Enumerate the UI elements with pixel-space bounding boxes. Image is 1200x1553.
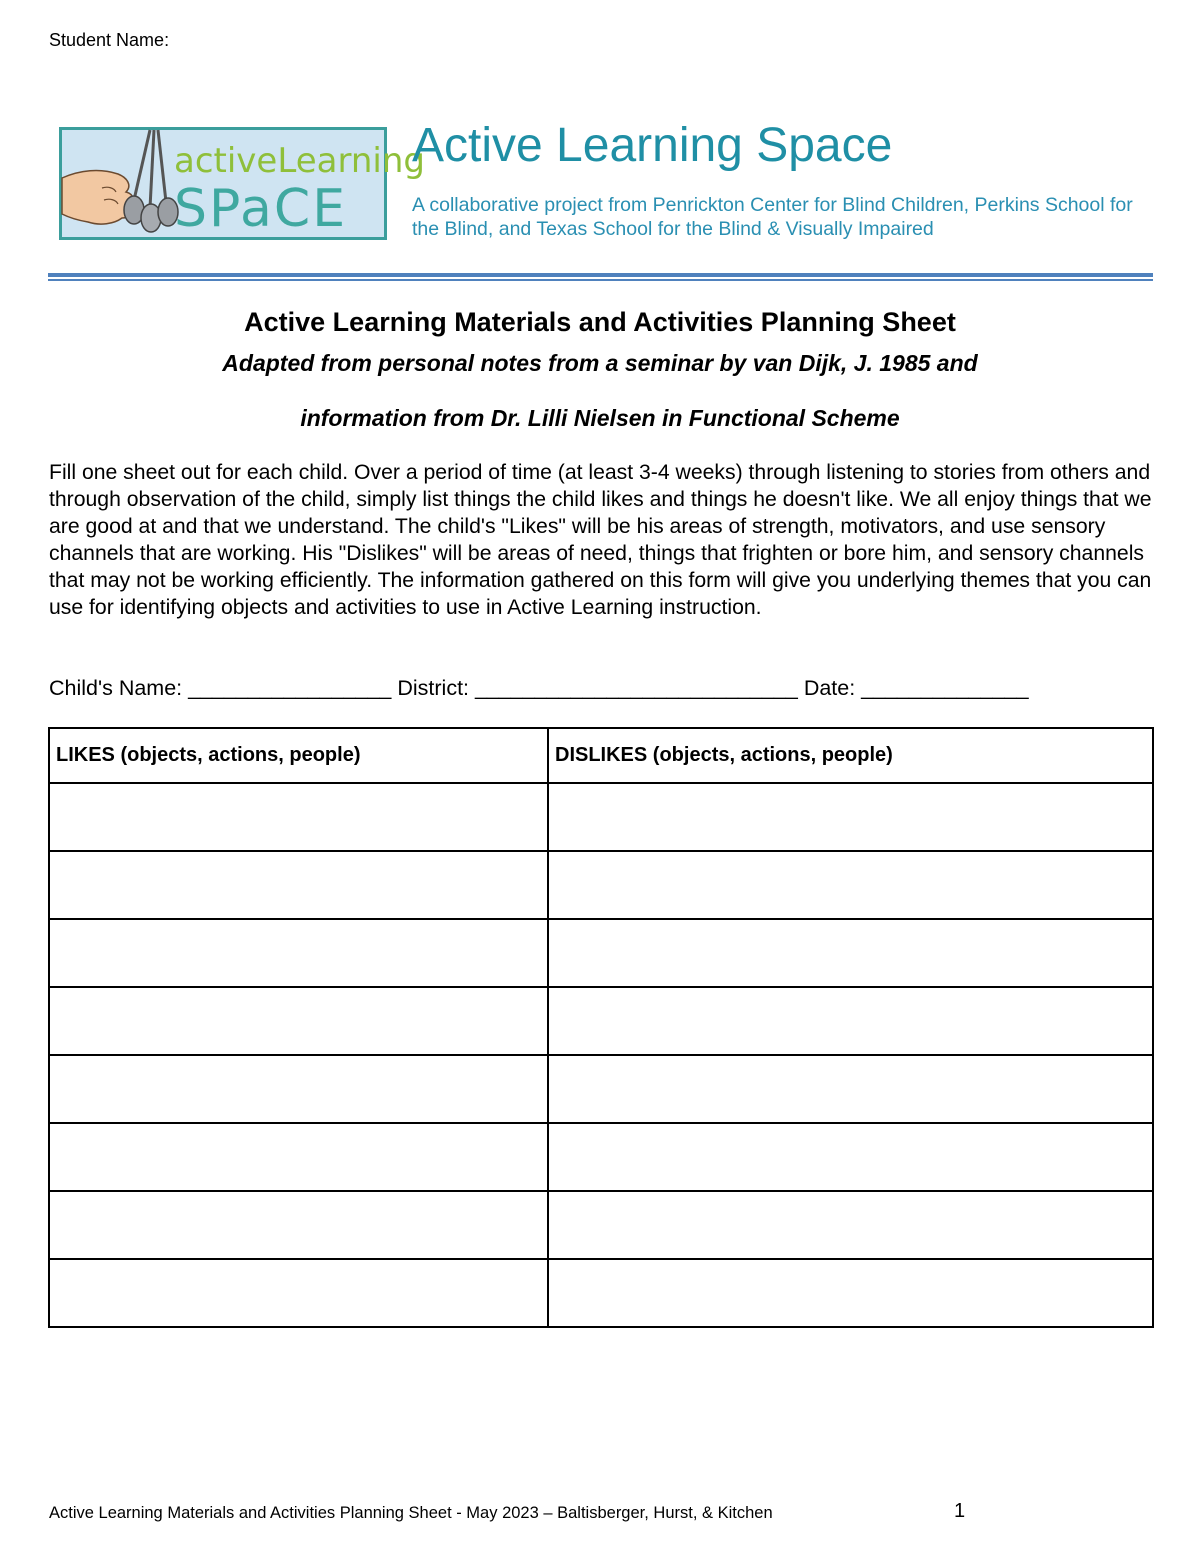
logo-word-active: activeLearning: [174, 141, 425, 181]
likes-entry-cell[interactable]: [49, 783, 548, 851]
likes-entry-cell[interactable]: [49, 1191, 548, 1259]
dislikes-entry-cell[interactable]: [548, 1123, 1153, 1191]
dislikes-column-header: DISLIKES (objects, actions, people): [548, 728, 1153, 783]
table-row: [49, 1191, 1153, 1259]
likes-entry-cell[interactable]: [49, 1123, 548, 1191]
table-header-row: [49, 728, 1153, 783]
likes-entry-cell[interactable]: [49, 1259, 548, 1327]
likes-entry-cell[interactable]: [49, 1055, 548, 1123]
dislikes-entry-cell[interactable]: [548, 783, 1153, 851]
document-subtitle-line2: information from Dr. Lilli Nielsen in Functional Scheme: [300, 405, 900, 431]
header-rule-thick: [48, 273, 1153, 277]
dislikes-entry-cell[interactable]: [548, 851, 1153, 919]
student-name-label: Student Name:: [49, 30, 170, 50]
table-row: [49, 1055, 1153, 1123]
logo-word-space: SPaCE: [174, 179, 348, 239]
likes-column-header: LIKES (objects, actions, people): [49, 728, 548, 783]
document-subtitle-line1: Adapted from personal notes from a seminar by van Dijk, J. 1985 and: [222, 350, 978, 376]
likes-entry-cell[interactable]: [49, 987, 548, 1055]
logo-graphic: [62, 130, 425, 239]
table-row: [49, 1259, 1153, 1327]
brand-title: Active Learning Space: [412, 119, 893, 172]
dislikes-entry-cell[interactable]: [548, 1191, 1153, 1259]
header-rule-thin: [48, 279, 1153, 281]
dislikes-entry-cell[interactable]: [548, 1055, 1153, 1123]
dislikes-entry-cell[interactable]: [548, 919, 1153, 987]
table-row: [49, 783, 1153, 851]
likes-dislikes-table: [48, 727, 1154, 1328]
active-learning-space-logo: [59, 127, 425, 240]
table-row: [49, 1123, 1153, 1191]
child-info-fields[interactable]: Child's Name: _________________ District: ___________________________ Date: ______________: [49, 676, 1029, 700]
dislikes-entry-cell[interactable]: [548, 1259, 1153, 1327]
page-number: 1: [954, 1500, 966, 1522]
likes-entry-cell[interactable]: [49, 851, 548, 919]
intro-paragraph: Fill one sheet out for each child. Over a period of time (at least 3-4 weeks) through listening to stories from others and through observation of the child, simply list things the child likes and things he doesn't like. We all enjoy things that we are good at and that we understand. The child's "Likes" will be his areas of strength, motivators, and use sensory channels that are working. His "Dislikes" will be areas of need, things that frighten or bore him, and sensory channels that may not be working efficiently. The information gathered on this form will give you underlying themes that you can use for identifying objects and activities to use in Active Learning instruction.: [49, 461, 1152, 619]
table-row: [49, 851, 1153, 919]
table-row: [49, 987, 1153, 1055]
brand-subtitle: A collaborative project from Penrickton Center for Blind Children, Perkins School for the Blind, and Texas School for the Blind & Visually Impaired: [412, 194, 1133, 240]
footer-text: Active Learning Materials and Activities Planning Sheet - May 2023 – Baltisberger, Hurst, & Kitchen: [49, 1504, 773, 1522]
likes-entry-cell[interactable]: [49, 919, 548, 987]
dislikes-entry-cell[interactable]: [548, 987, 1153, 1055]
table-row: [49, 919, 1153, 987]
document-title: Active Learning Materials and Activities Planning Sheet: [244, 307, 956, 337]
